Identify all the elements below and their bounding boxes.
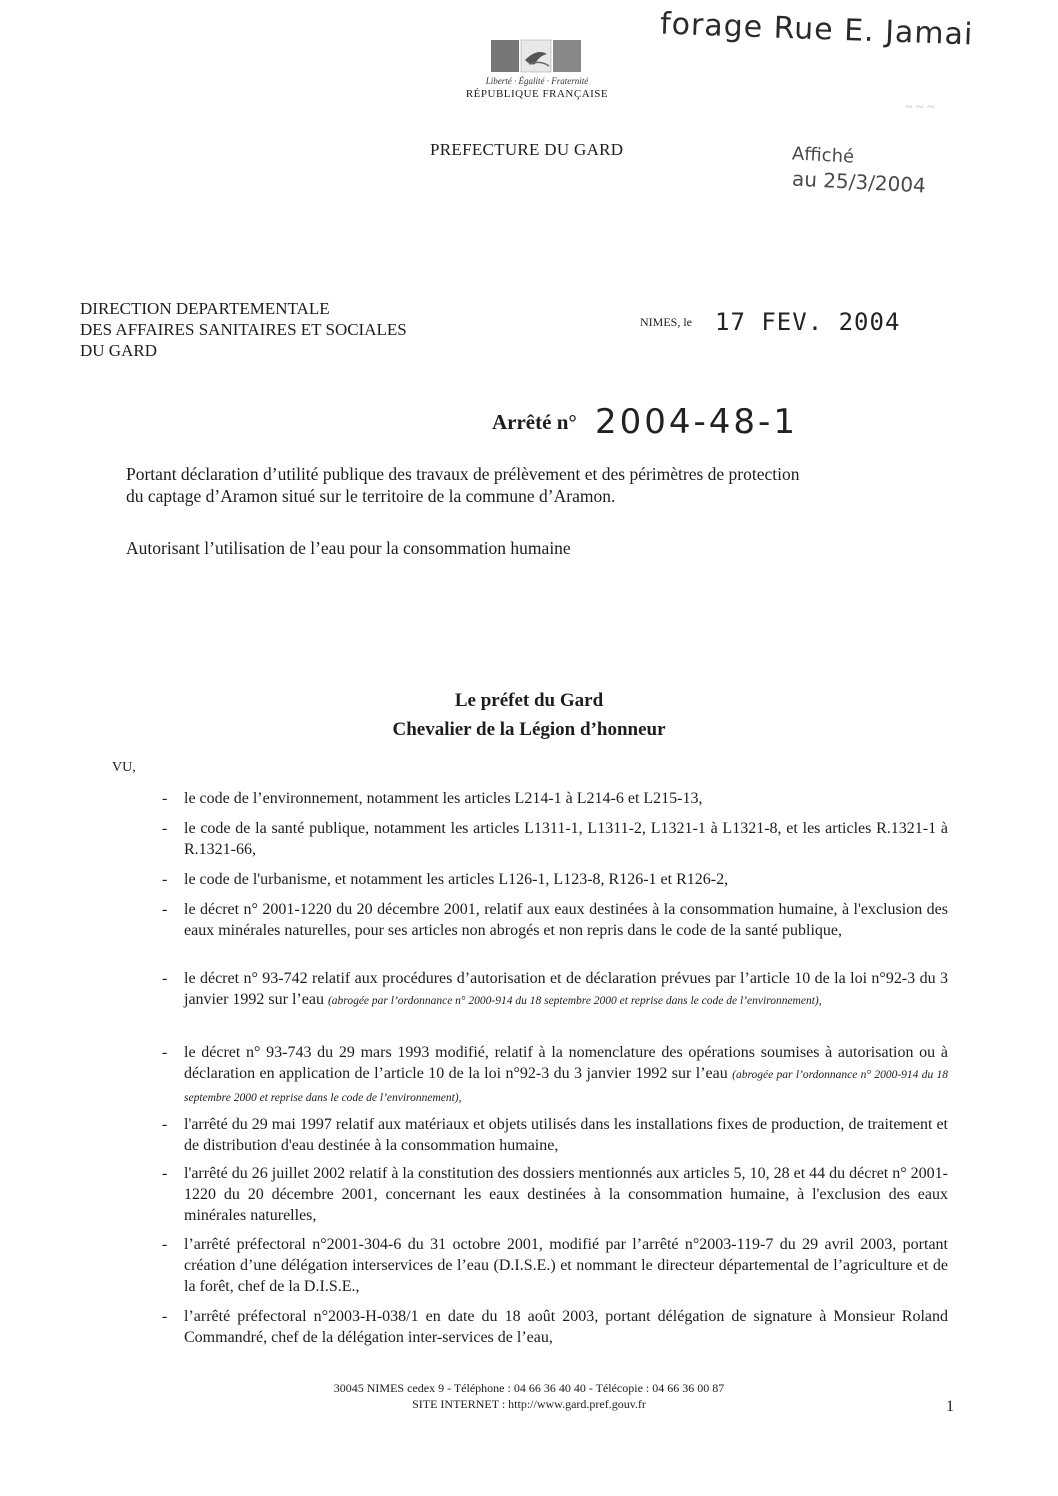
- page-number: 1: [946, 1398, 954, 1415]
- place-label: NIMES, le: [640, 315, 692, 329]
- bullet-dash: -: [162, 970, 168, 987]
- bullet-dash: -: [162, 1308, 168, 1325]
- bullet-dash: -: [162, 871, 168, 888]
- vu-item: [162, 788, 948, 809]
- vu-item-text: le code de l'urbanisme, et notamment les articles L126-1, L123-8, R126-1 et R126-2,: [184, 871, 729, 888]
- prefect-subtitle: Chevalier de la Légion d’honneur: [392, 719, 666, 740]
- vu-item-note: (abrogée par l’ordonnance n° 2000-914 du 18 septembre 2000 et reprise dans le code de l’environnement),: [184, 1069, 949, 1104]
- vu-item-text: le décret n° 2001-1220 du 20 décembre 2001, relatif aux eaux destinées à la consommation humaine, à l'exclusion des eaux minérales naturelles, pour ses articles non abrogés et non repris dans le code de la santé publique,: [184, 901, 948, 939]
- vu-item: [162, 1306, 948, 1348]
- bullet-dash: -: [162, 1165, 168, 1182]
- footer-contact: 30045 NIMES cedex 9 - Téléphone : 04 66 36 40 40 - Télécopie : 04 66 36 00 87: [333, 1381, 725, 1395]
- vu-item-text: l’arrêté préfectoral n°2001-304-6 du 31 octobre 2001, modifié par l’arrêté n°2003-119-7 du 29 avril 2003, portant création d’une délégation interservices de l’eau (D.I.S.E.) et nommant le directeur départemental de l’agriculture et de la forêt, chef de la D.I.S.E.,: [184, 1236, 948, 1295]
- vu-item: [162, 968, 948, 1012]
- footer-website: SITE INTERNET : http://www.gard.pref.gouv.fr: [412, 1397, 646, 1411]
- vu-item: [162, 1114, 948, 1156]
- motto: Liberté · Égalité · Fraternité: [485, 76, 589, 86]
- authorize-line: Autorisant l’utilisation de l’eau pour la consommation humaine: [126, 538, 571, 558]
- republic-logo: [462, 38, 612, 114]
- vu-item-text: le décret n° 93-743 du 29 mars 1993 modifié, relatif à la nomenclature des opérations soumises à autorisation ou à déclaration en application de l’article 10 de la loi n°92-3 du 3 janvier 1992 sur l’eau: [184, 1044, 948, 1082]
- vu-item-note: (abrogée par l’ordonnance n° 2000-914 du 18 septembre 2000 et reprise dans le code de l’environnement),: [327, 995, 822, 1007]
- arrete-number: 2004-48-1: [595, 402, 798, 442]
- vu-item-text: l'arrêté du 26 juillet 2002 relatif à la constitution des dossiers mentionnés aux articles 5, 10, 28 et 44 du décret n° 2001-1220 du 20 décembre 2001, concernant les eaux destinées à la consommation humaine, à l'exclusion des eaux minérales naturelles,: [184, 1165, 948, 1224]
- handwritten-note: forage Rue E. Jamai: [659, 6, 974, 53]
- bullet-dash: -: [162, 1116, 168, 1133]
- prefecture-title: PREFECTURE DU GARD: [430, 140, 624, 159]
- vu-item-text: le code de l’environnement, notamment les articles L214-1 à L214-6 et L215-13,: [184, 790, 703, 807]
- bullet-dash: -: [162, 820, 168, 837]
- date-stamp: 17 FEV. 2004: [715, 308, 901, 336]
- faint-stamp-mark: ~ ~ ~: [905, 100, 935, 115]
- vu-item-text: le décret n° 93-742 relatif aux procédures d’autorisation et de déclaration prévues par l’article 10 de la loi n°92-3 du 3 janvier 1992 sur l’eau: [184, 970, 948, 1008]
- direction-line-1: DIRECTION DEPARTEMENTALE: [80, 299, 330, 318]
- subject-block: [126, 463, 956, 507]
- bullet-dash: -: [162, 790, 168, 807]
- footer: [0, 1380, 1058, 1412]
- republic-label: RÉPUBLIQUE FRANÇAISE: [465, 88, 609, 100]
- prefect-title: Le préfet du Gard: [454, 690, 604, 711]
- vu-item-text: l'arrêté du 29 mai 1997 relatif aux matériaux et objets utilisés dans les installations fixes de production, de traitement et de distribution d'eau destinée à la consommation humaine,: [184, 1116, 948, 1154]
- subject-line-2: du captage d’Aramon situé sur le territoire de la commune d’Aramon.: [126, 486, 616, 506]
- marianne-logo-icon: [489, 38, 585, 74]
- vu-item-text: l’arrêté préfectoral n°2003-H-038/1 en date du 18 août 2003, portant délégation de signature à Monsieur Roland Commandré, chef de la délégation inter-services de l’eau,: [184, 1308, 948, 1346]
- affiche-date: au 25/3/2004: [791, 166, 927, 198]
- vu-item: [162, 1163, 948, 1226]
- bullet-dash: -: [162, 1236, 168, 1253]
- affiche-label: Affiché: [791, 143, 855, 168]
- vu-item: [162, 899, 948, 941]
- subject-line-1: Portant déclaration d’utilité publique des travaux de prélèvement et des périmètres de protection: [126, 464, 800, 484]
- vu-item: [162, 1042, 948, 1109]
- vu-item: [162, 818, 948, 860]
- vu-item: [162, 1234, 948, 1297]
- arrete-label: Arrêté n°: [492, 410, 577, 434]
- vu-label: VU,: [112, 760, 136, 775]
- vu-item-text: le code de la santé publique, notamment les articles L1311-1, L1311-2, L1321-1 à L1321-8, et les articles R.1321-1 à R.1321-66,: [184, 820, 948, 858]
- direction-line-3: DU GARD: [80, 341, 157, 360]
- vu-item: [162, 869, 948, 890]
- bullet-dash: -: [162, 1044, 168, 1061]
- bullet-dash: -: [162, 901, 168, 918]
- direction-block: [80, 298, 407, 361]
- direction-line-2: DES AFFAIRES SANITAIRES ET SOCIALES: [80, 320, 407, 339]
